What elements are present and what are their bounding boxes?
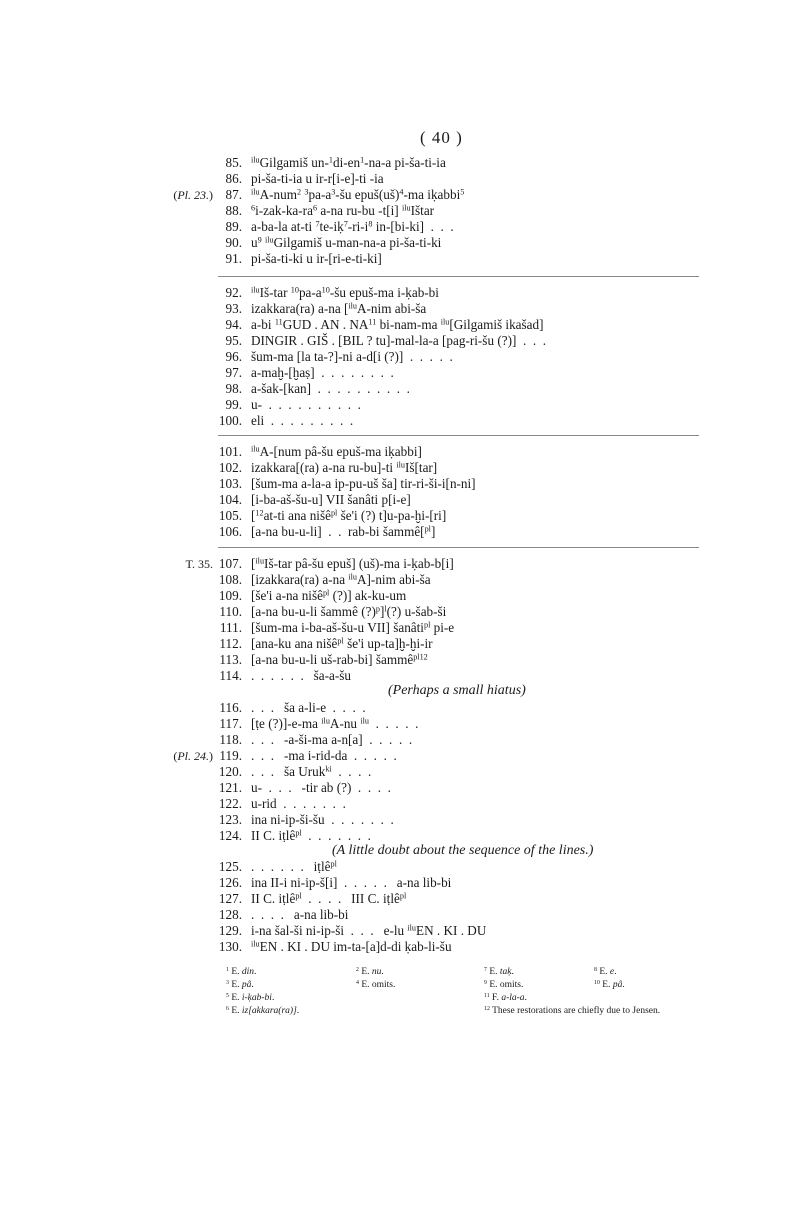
footnote: $^1$ E. din. [226,966,257,977]
page-number: ( 40 ) [420,128,463,147]
plate-reference: T. 35. [185,557,213,571]
line-number: 92. [225,285,242,300]
section-divider [218,435,699,436]
line-number: 100. [218,413,242,428]
line-number: 106. [218,524,242,539]
line-text: DINGIR . GIŠ . [BIL ? tu]-mal-la-a [pag-ri-šu (?)] . . . [251,333,547,348]
line-text: $^{ilu}$Iš-tar $^{10}pa-a^{10}-šu$ epuš-ma i-ḳab-bi [251,285,439,300]
line-text: $u^9$ $^{ilu}$Gilgamiš u-man-na-a pi-ša-ti-ki [251,235,442,250]
line-text: izakkara[(ra) a-na ru-bu]-ti $^{ilu}$Iš[tar] [251,460,438,475]
line-text: izakkara(ra) a-na [$^{ilu}$A-nim abi-ša [251,301,427,316]
line-number: 89. [225,219,242,234]
line-number: 126. [218,875,242,890]
line-number: 119. [219,748,242,763]
footnote: $^{11}$ F. a-la-a. [484,992,527,1003]
line-number: 108. [218,572,242,587]
line-number: 88. [225,203,242,218]
line-number: 94. [225,317,242,332]
line-text: [izakkara(ra) a-na $^{ilu}$A]-nim abi-ša [251,572,431,587]
section-divider [218,276,699,277]
line-number: 103. [218,476,242,491]
line-number: 90. [225,235,242,250]
plate-reference: (Pl. 24.) [173,749,213,763]
line-text: u- . . . -tir ab (?) . . . . [251,780,391,795]
line-text: [ṭe (?)]-e-ma $^{ilu}$A-nu $^{ilu}$ . . . . . [251,716,419,731]
line-text: $^{ilu}$A-num$^2$ $^3pa-a^3-šu$ epuš(uš)$^4$-ma iḳabbi$^5$ [251,187,465,202]
footnote: $^6$ E. iz[akkara(ra)]. [226,1005,300,1016]
line-text: [$^{12}$at-ti ana nišê$^{pl}$ še'i (?) t]u-pa-ḫi-[ri] [251,508,447,523]
editorial-note: (A little doubt about the sequence of the lines.) [332,843,594,858]
line-text: $^6i-zak-ka-ra^6$ a-na ru-bu -t[i] $^{ilu}$Ištar [251,203,435,218]
line-number: 85. [225,155,242,170]
line-text: $^{ilu}$EN . KI . DU im-ta-[a]d-di ḳab-li-šu [251,939,452,954]
line-text: [a-na bu-u-li uš-rab-bi] šammê$^{pl12}$ [251,652,428,667]
footnote: $^4$ E. omits. [356,979,396,990]
line-number: 95. [225,333,242,348]
line-number: 124. [218,828,242,843]
line-number: 97. [225,365,242,380]
footnote: $^7$ E. taḳ. [484,966,514,977]
line-text: [$^{ilu}$Iš-tar pâ-šu epuš] (uš)-ma i-ḳab-b[i] [251,556,454,571]
line-text: ina ni-ip-ši-šu . . . . . . . [251,812,394,827]
plate-reference: (Pl. 23.) [173,188,213,202]
line-number: 91. [225,251,242,266]
line-text: [ana-ku ana nišê$^{pl}$ še'i up-ta]ḫ-ḫi-ir [251,636,433,651]
line-number: 121. [218,780,242,795]
line-number: 109. [218,588,242,603]
line-text: [a-na bu-u-li šammê (?)$^p$]$^l$(?) u-šab-ši [251,604,447,619]
editorial-note: (Perhaps a small hiatus) [388,683,526,698]
line-text: [šum-ma a-la-a ip-pu-uš ša] tir-ri-ši-i[n-ni] [251,476,476,491]
line-text: ina II-i ni-ip-š[i] . . . . . a-na lib-bi [251,875,452,890]
line-number: 99. [225,397,242,412]
line-text: [še'i a-na nišê$^{pl}$ (?)] ak-ku-um [251,588,407,603]
line-text: $^{ilu}$Gilgamiš $un-^1di-en^1-na-a$ pi-ša-ti-ia [251,155,446,170]
line-number: 118. [219,732,242,747]
line-number: 96. [225,349,242,364]
line-text: pi-ša-ti-ia u ir-r[i-e]-ti -ia [251,171,384,186]
line-text: . . . . a-na lib-bi [251,907,349,922]
line-text: [a-na bu-u-li] . . rab-bi šammê[$^{pl}$] [251,524,436,539]
line-number: 98. [225,381,242,396]
line-text: $^{ilu}$A-[num pâ-šu epuš-ma iḳabbi] [251,444,422,459]
line-number: 127. [218,891,242,906]
line-text: šum-ma [la ta-?]-ni a-d[i (?)] . . . . . [251,349,453,364]
line-text: II C. iṭlê$^{pl}$ . . . . III C. iṭlê$^{pl}$ [251,891,407,906]
line-number: 128. [218,907,242,922]
line-text: . . . -a-ši-ma a-n[a] . . . . . [251,732,413,747]
line-number: 111. [219,620,242,635]
footnote: $^{12}$ These restorations are chiefly due to Jensen. [484,1005,661,1016]
line-number: 117. [219,716,242,731]
line-number: 113. [219,652,242,667]
line-number: 104. [218,492,242,507]
line-text: . . . ša Uruk$^{ki}$ . . . . [251,764,372,779]
line-text: a-maḫ-[ḫaṣ] . . . . . . . . [251,365,394,380]
line-number: 120. [218,764,242,779]
line-number: 125. [218,859,242,874]
line-text: II C. iṭlê$^{pl}$ . . . . . . . [251,828,371,843]
line-number: 122. [218,796,242,811]
line-text: a-ba-la at-ti $^7te-iḳ^7-ri-i^8$ in-[bi-ki] . . . [251,219,454,234]
line-number: 93. [225,301,242,316]
footnote: $^8$ E. e. [594,966,617,977]
line-text: . . . -ma i-rid-da . . . . . [251,748,397,763]
line-text: u-rid . . . . . . . [251,796,346,811]
line-number: 114. [219,668,242,683]
line-text: eli . . . . . . . . . [251,413,354,428]
line-text: i-na šal-ši ni-ip-ši . . . e-lu $^{ilu}$EN . KI . DU [251,923,487,938]
footnote: $^2$ E. nu. [356,966,384,977]
line-text: a-bi $^{11}$GUD . AN . NA$^{11}$ bi-nam-ma $^{ilu}$[Gilgamiš ikašad] [251,317,544,332]
line-number: 87. [225,187,242,202]
line-text: [šum-ma i-ba-aš-šu-u VII] šanâti$^{pl}$ pi-e [251,620,455,635]
footnote: $^5$ E. i-ḳab-bi. [226,992,275,1003]
footnote: $^3$ E. pâ. [226,979,254,990]
line-number: 110. [219,604,242,619]
footnote: $^9$ E. omits. [484,979,524,990]
line-number: 123. [218,812,242,827]
line-text: [i-ba-aš-šu-u] VII šanâti p[i-e] [251,492,411,507]
line-number: 101. [218,444,242,459]
footnote: $^{10}$ E. pâ. [594,979,625,990]
line-text: u- . . . . . . . . . . [251,397,361,412]
line-text: a-šak-[kan] . . . . . . . . . . [251,381,410,396]
line-number: 116. [219,700,242,715]
line-number: 105. [218,508,242,523]
line-number: 129. [218,923,242,938]
line-number: 86. [225,171,242,186]
line-text: . . . . . . ša-a-šu [251,668,351,683]
line-number: 107. [218,556,242,571]
line-number: 102. [218,460,242,475]
section-divider [218,547,699,548]
line-text: . . . . . . iṭlê$^{pl}$ [251,859,337,874]
line-text: . . . ša a-li-e . . . . [251,700,366,715]
line-text: pi-ša-ti-ki u ir-[ri-e-ti-ki] [251,251,382,266]
line-number: 130. [218,939,242,954]
line-number: 112. [219,636,242,651]
